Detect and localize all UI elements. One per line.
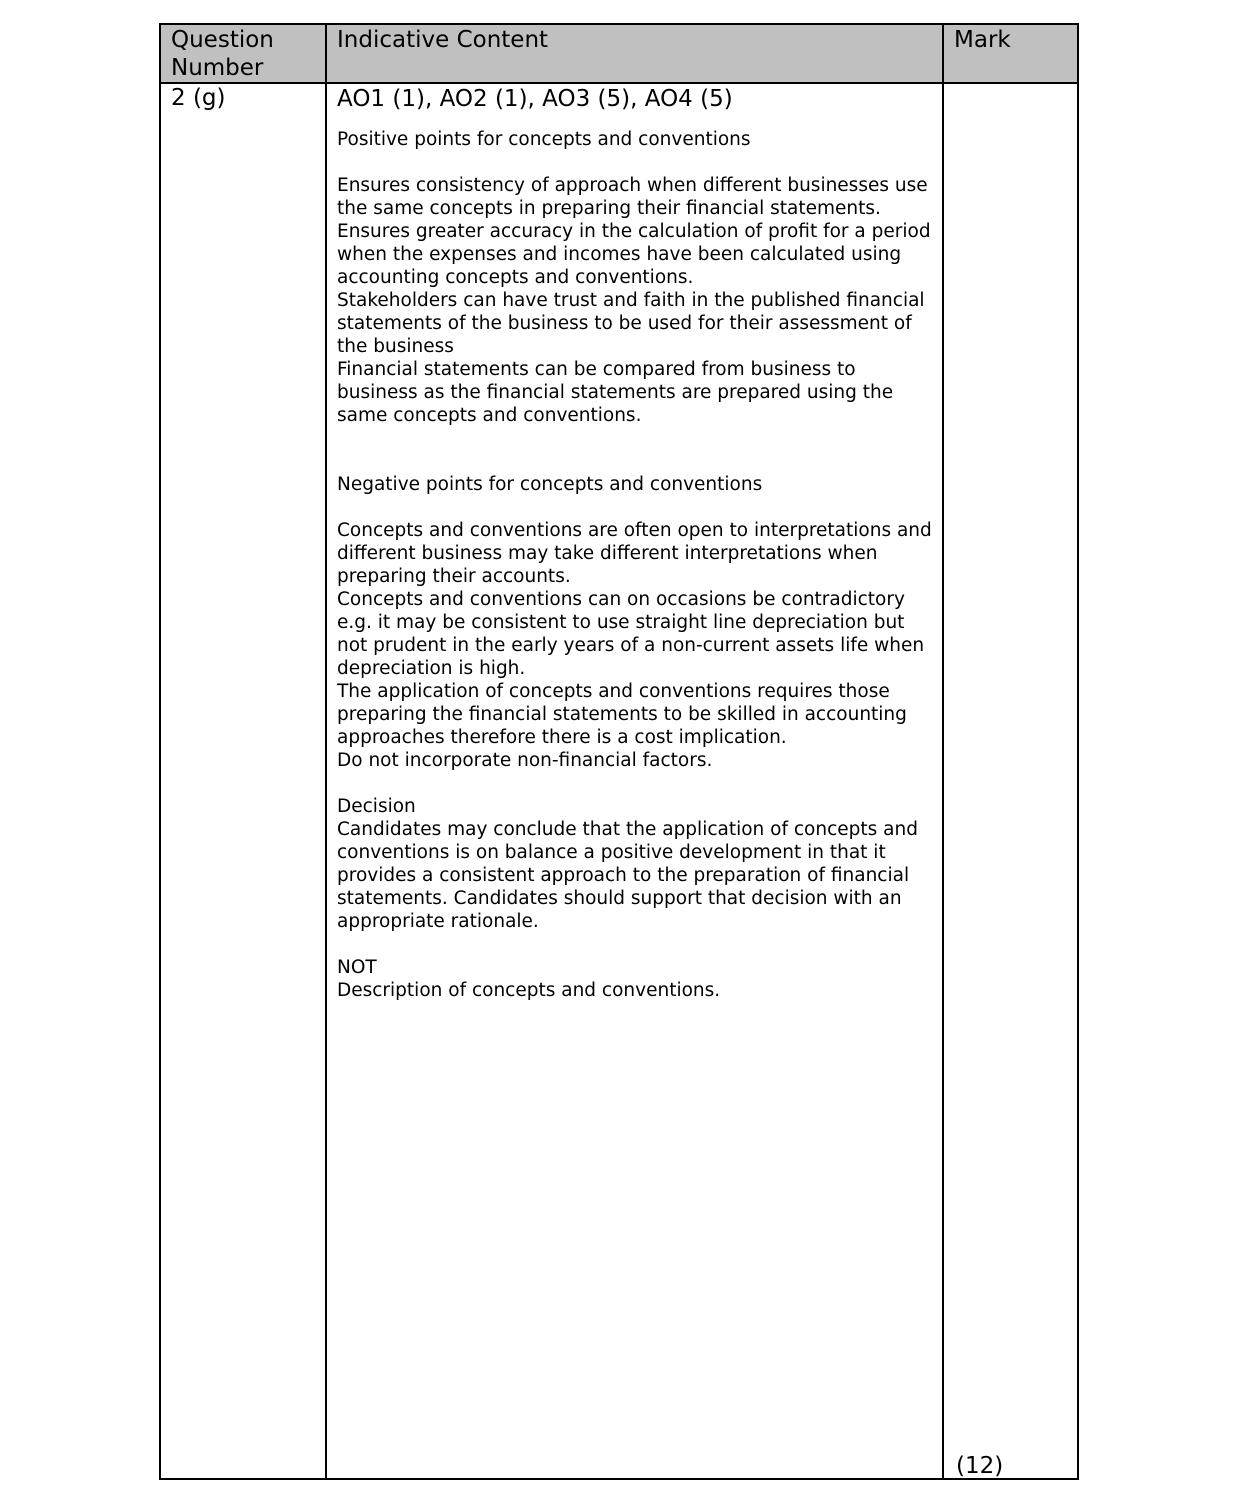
negative-point: The application of concepts and conventions requires those preparing the financial statements to be skilled in accounting approaches therefore there is a cost implication. <box>337 681 907 748</box>
negative-points-list <box>337 519 932 772</box>
positive-points-heading: Positive points for concepts and conventions <box>337 129 751 150</box>
mark-cell <box>943 83 1078 1479</box>
negative-point: Concepts and conventions are often open to interpretations and different business may take different interpretations when preparing their accounts. <box>337 520 932 587</box>
negative-points-heading: Negative points for concepts and conventions <box>337 474 763 495</box>
positive-point: Ensures consistency of approach when different businesses use the same concepts in preparing their financial statements. <box>337 175 928 219</box>
decision-text: Candidates may conclude that the application of concepts and conventions is on balance a positive development in that it provides a consistent approach to the preparation of financial statements. Candidates should support that decision with an appropriate rationale. <box>337 819 918 932</box>
mark-scheme-table <box>159 23 1079 1480</box>
positive-points-list <box>337 174 932 427</box>
assessment-objectives: AO1 (1), AO2 (1), AO3 (5), AO4 (5) <box>337 86 733 112</box>
indicative-content-header: Indicative Content <box>326 24 943 83</box>
question-number: 2 (g) <box>160 83 326 1479</box>
decision-heading: Decision <box>337 796 416 817</box>
not-text: Description of concepts and conventions. <box>337 980 721 1001</box>
negative-point: Do not incorporate non-financial factors. <box>337 750 713 771</box>
indicative-content-cell <box>326 83 943 1479</box>
mark-header: Mark <box>943 24 1078 83</box>
positive-point: Financial statements can be compared from business to business as the financial statements are prepared using the same concepts and conventions. <box>337 359 894 426</box>
question-number-header: Question Number <box>160 24 326 83</box>
mark-value: (12) <box>956 1453 1004 1479</box>
not-heading: NOT <box>337 957 377 978</box>
negative-point: Concepts and conventions can on occasions be contradictory e.g. it may be consistent to use straight line depreciation but not prudent in the early years of a non-current assets life when depreciation is high. <box>337 589 925 679</box>
table-header-row <box>160 24 1078 83</box>
positive-point: Ensures greater accuracy in the calculation of profit for a period when the expenses and incomes have been calculated using accounting concepts and conventions. <box>337 221 931 288</box>
table-row <box>160 83 1078 1479</box>
positive-point: Stakeholders can have trust and faith in the published financial statements of the business to be used for their assessment of the business <box>337 290 925 357</box>
